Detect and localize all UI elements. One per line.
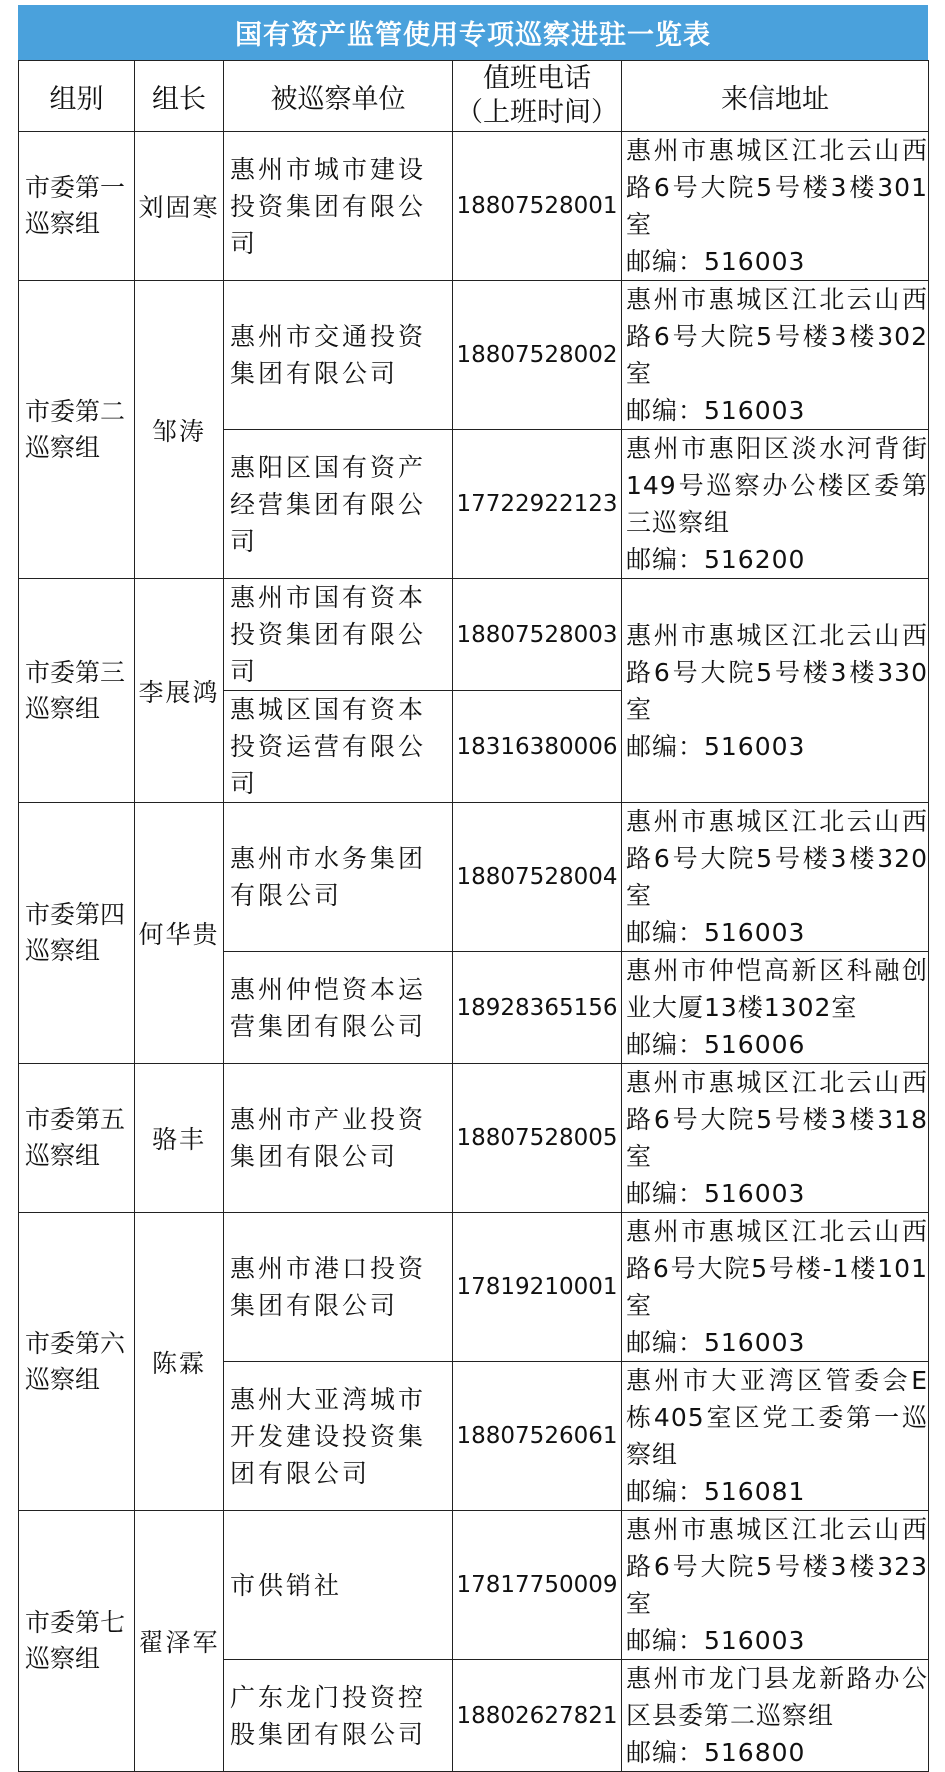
group-name: 市委第六巡察组 xyxy=(19,1213,135,1511)
group-leader: 刘固寒 xyxy=(135,132,224,281)
address-text: 惠州市惠城区江北云山西路6号大院5号楼3楼330室 xyxy=(626,620,928,724)
header-group: 组别 xyxy=(19,61,135,132)
address-text: 惠州市惠城区江北云山西路6号大院5号楼3楼301室 xyxy=(626,136,928,239)
duty-phone: 17722922123 xyxy=(453,430,622,579)
group-name: 市委第二巡察组 xyxy=(19,281,135,579)
unit-name: 惠城区国有资本投资运营有限公司 xyxy=(224,691,453,803)
header-address: 来信地址 xyxy=(622,61,929,132)
group-leader: 何华贵 xyxy=(135,803,224,1064)
mail-address xyxy=(622,1213,929,1362)
table-row xyxy=(19,803,929,952)
unit-name: 惠州大亚湾城市开发建设投资集团有限公司 xyxy=(224,1362,453,1511)
mail-address xyxy=(622,1511,929,1660)
postal-code: 邮编：516800 xyxy=(626,1738,806,1767)
address-text: 惠州市惠城区江北云山西路6号大院5号楼3楼323室 xyxy=(626,1515,928,1618)
header-row xyxy=(19,61,929,132)
table-row xyxy=(19,1213,929,1362)
group-leader: 邹涛 xyxy=(135,281,224,579)
unit-name: 惠州市国有资本投资集团有限公司 xyxy=(224,579,453,691)
duty-phone: 18807528002 xyxy=(453,281,622,430)
mail-address xyxy=(622,430,929,579)
mail-address xyxy=(622,952,929,1064)
duty-phone: 18807528004 xyxy=(453,803,622,952)
unit-name: 惠州市交通投资集团有限公司 xyxy=(224,281,453,430)
postal-code: 邮编：516003 xyxy=(626,918,806,947)
table-row xyxy=(19,281,929,430)
header-leader: 组长 xyxy=(135,61,224,132)
mail-address xyxy=(622,132,929,281)
header-phone-hours: （上班时间） xyxy=(456,97,618,128)
address-text: 惠州市惠城区江北云山西路6号大院5号楼-1楼101室 xyxy=(626,1217,928,1320)
group-name: 市委第四巡察组 xyxy=(19,803,135,1064)
address-text: 惠州市仲恺高新区科融创业大厦13楼1302室 xyxy=(626,956,928,1022)
group-leader: 陈霖 xyxy=(135,1213,224,1511)
address-text: 惠州市大亚湾区管委会E栋405室区党工委第一巡察组 xyxy=(626,1366,928,1469)
mail-address xyxy=(622,1660,929,1772)
table-row xyxy=(19,579,929,691)
group-leader: 翟泽军 xyxy=(135,1511,224,1772)
postal-code: 邮编：516003 xyxy=(626,1328,806,1357)
unit-name: 惠州市港口投资集团有限公司 xyxy=(224,1213,453,1362)
duty-phone: 18316380006 xyxy=(453,691,622,803)
duty-phone: 17817750009 xyxy=(453,1511,622,1660)
mail-address xyxy=(622,1362,929,1511)
postal-code: 邮编：516003 xyxy=(626,731,806,761)
postal-code: 邮编：516003 xyxy=(626,1626,806,1655)
header-phone xyxy=(453,61,622,132)
postal-code: 邮编：516006 xyxy=(626,1030,806,1059)
unit-name: 惠阳区国有资产经营集团有限公司 xyxy=(224,430,453,579)
address-text: 惠州市惠城区江北云山西路6号大院5号楼3楼320室 xyxy=(626,807,928,910)
duty-phone: 18807528003 xyxy=(453,579,622,691)
unit-name: 惠州市产业投资集团有限公司 xyxy=(224,1064,453,1213)
table-row xyxy=(19,132,929,281)
address-text: 惠州市惠城区江北云山西路6号大院5号楼3楼302室 xyxy=(626,285,928,388)
unit-name: 惠州市水务集团有限公司 xyxy=(224,803,453,952)
duty-phone: 18807528005 xyxy=(453,1064,622,1213)
postal-code: 邮编：516081 xyxy=(626,1477,806,1506)
mail-address xyxy=(622,803,929,952)
group-name: 市委第七巡察组 xyxy=(19,1511,135,1772)
group-name: 市委第三巡察组 xyxy=(19,579,135,803)
duty-phone: 18802627821 xyxy=(453,1660,622,1772)
postal-code: 邮编：516003 xyxy=(626,396,806,425)
group-name: 市委第一巡察组 xyxy=(19,132,135,281)
unit-name: 惠州市城市建设投资集团有限公司 xyxy=(224,132,453,281)
unit-name: 惠州仲恺资本运营集团有限公司 xyxy=(224,952,453,1064)
table-title: 国有资产监管使用专项巡察进驻一览表 xyxy=(18,5,928,60)
inspection-table xyxy=(18,60,929,1772)
address-text: 惠州市惠阳区淡水河背街149号巡察办公楼区委第三巡察组 xyxy=(626,434,928,537)
table-row xyxy=(19,1064,929,1213)
postal-code: 邮编：516003 xyxy=(626,1179,806,1208)
mail-address xyxy=(622,579,929,803)
unit-name: 市供销社 xyxy=(224,1511,453,1660)
header-phone-label: 值班电话 xyxy=(483,63,591,94)
duty-phone: 18807526061 xyxy=(453,1362,622,1511)
mail-address xyxy=(622,1064,929,1213)
address-text: 惠州市龙门县龙新路办公区县委第二巡察组 xyxy=(626,1664,928,1730)
header-unit: 被巡察单位 xyxy=(224,61,453,132)
unit-name: 广东龙门投资控股集团有限公司 xyxy=(224,1660,453,1772)
postal-code: 邮编：516003 xyxy=(626,247,806,276)
table-row xyxy=(19,1511,929,1660)
mail-address xyxy=(622,281,929,430)
postal-code: 邮编：516200 xyxy=(626,545,806,574)
group-leader: 李展鸿 xyxy=(135,579,224,803)
group-name: 市委第五巡察组 xyxy=(19,1064,135,1213)
duty-phone: 18807528001 xyxy=(453,132,622,281)
duty-phone: 18928365156 xyxy=(453,952,622,1064)
group-leader: 骆丰 xyxy=(135,1064,224,1213)
address-text: 惠州市惠城区江北云山西路6号大院5号楼3楼318室 xyxy=(626,1068,928,1171)
duty-phone: 17819210001 xyxy=(453,1213,622,1362)
